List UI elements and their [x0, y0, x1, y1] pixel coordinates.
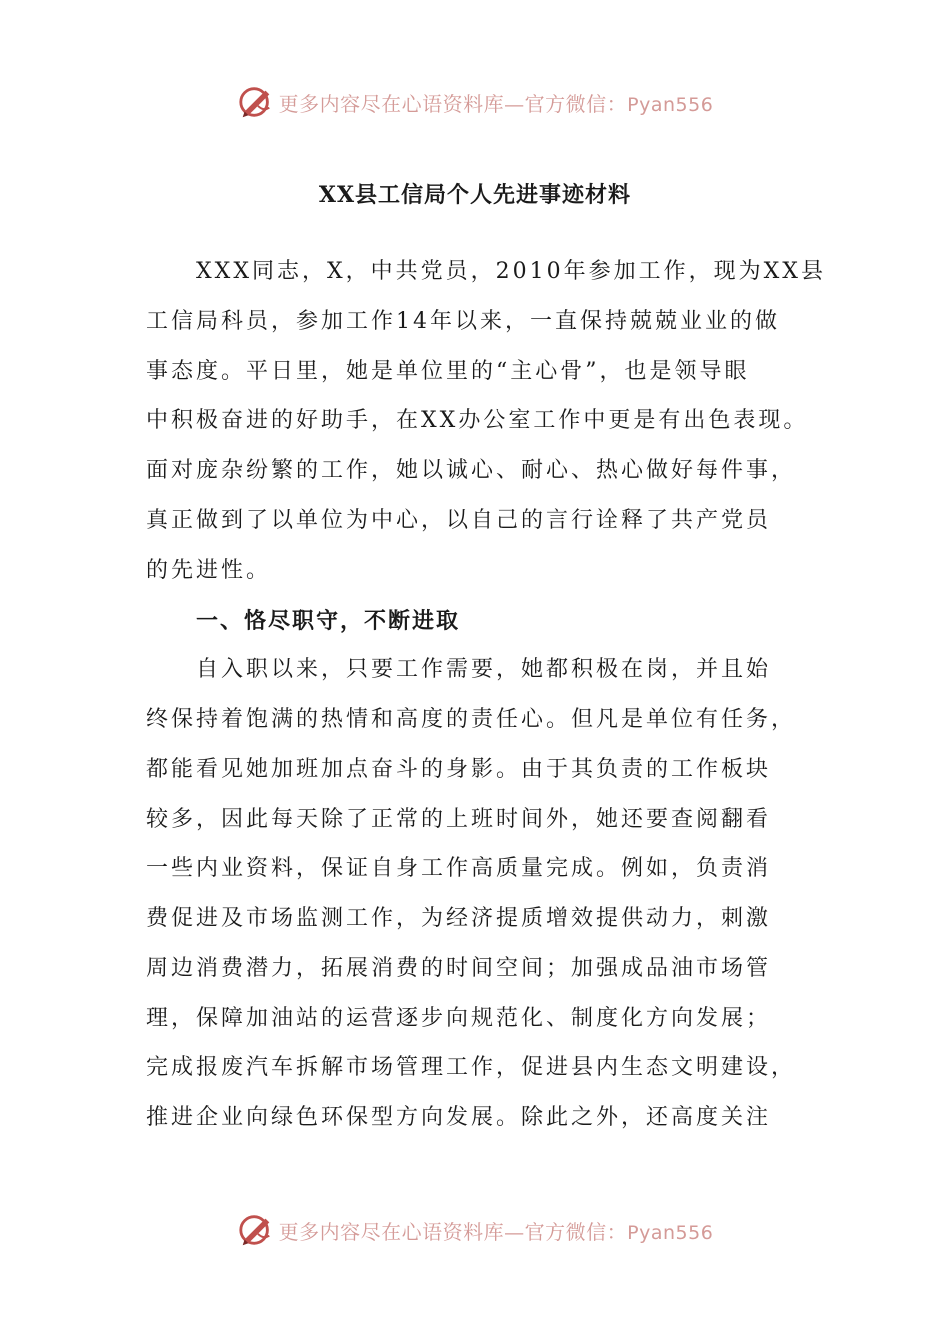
header-banner — [0, 80, 950, 124]
wechat-id: Pyan556 — [627, 93, 714, 116]
text-line: 理，保障加油站的运营逐步向规范化、制度化方向发展； — [146, 1006, 772, 1031]
text-line: 工信局科员，参加工作14年以来，一直保持兢兢业业的做 — [146, 309, 780, 334]
footer-banner — [0, 1208, 950, 1252]
banner-text: 更多内容尽在心语资料库—官方微信：Pyan556 — [278, 91, 714, 116]
wechat-id: Pyan556 — [627, 1221, 714, 1244]
text-line: 费促进及市场监测工作，为经济提质增效提供动力，刺激 — [146, 906, 772, 931]
text-line: 真正做到了以单位为中心，以自己的言行诠释了共产党员 — [146, 508, 772, 533]
text-line: 较多，因此每天除了正常的上班时间外，她还要查阅翻看 — [146, 807, 772, 832]
pen-logo-icon — [237, 83, 275, 121]
pen-logo-icon — [237, 1211, 275, 1249]
banner-text: 更多内容尽在心语资料库—官方微信：Pyan556 — [278, 1219, 714, 1244]
text-line: XXX同志，X，中共党员，2010年参加工作，现为XX县 — [196, 259, 826, 284]
text-line: 一些内业资料，保证自身工作高质量完成。例如，负责消 — [146, 856, 772, 881]
document-title: XX县工信局个人先进事迹材料 — [318, 182, 632, 208]
text-line: 周边消费潜力，拓展消费的时间空间；加强成品油市场管 — [146, 956, 772, 981]
text-line: 都能看见她加班加点奋斗的身影。由于其负责的工作板块 — [146, 757, 772, 782]
text-line: 终保持着饱满的热情和高度的责任心。但凡是单位有任务， — [146, 707, 797, 732]
section-heading: 一、恪尽职守，不断进取 — [196, 608, 461, 634]
text-line: 的先进性。 — [146, 558, 272, 583]
text-line: 完成报废汽车拆解市场管理工作，促进县内生态文明建设， — [146, 1055, 797, 1080]
text-line: 事态度。平日里，她是单位里的“主心骨”，也是领导眼 — [146, 359, 750, 384]
text-line: 推进企业向绿色环保型方向发展。除此之外，还高度关注 — [146, 1105, 772, 1130]
text-line: 中积极奋进的好助手，在XX办公室工作中更是有出色表现。 — [146, 408, 809, 433]
text-line: 自入职以来，只要工作需要，她都积极在岗，并且始 — [196, 657, 772, 682]
text-line: 面对庞杂纷繁的工作，她以诚心、耐心、热心做好每件事， — [146, 458, 797, 483]
